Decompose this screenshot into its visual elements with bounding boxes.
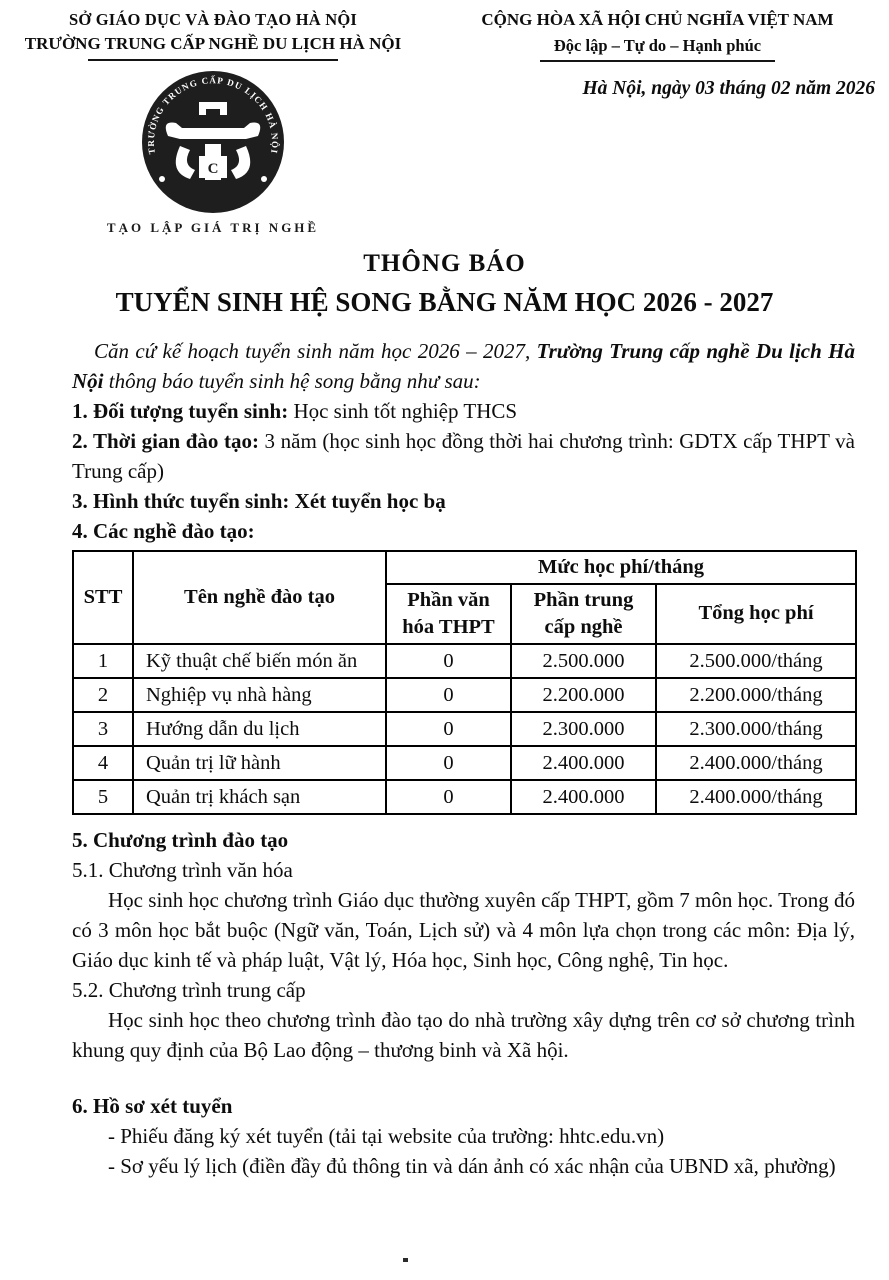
- item-2-training-duration: [72, 426, 855, 486]
- title-line2: TUYỂN SINH HỆ SONG BẰNG NĂM HỌC 2026 - 2027: [115, 286, 774, 317]
- row-trade-name: Kỹ thuật chế biến món ăn: [133, 644, 386, 678]
- row-thpt-fee: 0: [386, 644, 511, 678]
- seal-dot-right: [261, 176, 267, 182]
- row-thpt-fee: 0: [386, 678, 511, 712]
- table-row: [73, 746, 856, 780]
- item-1-label: 1. Đối tượng tuyển sinh:: [72, 398, 289, 423]
- section-6-bullet-registration-form: - Phiếu đăng ký xét tuyển (tải tại website của trường: hhtc.edu.vn): [108, 1123, 665, 1148]
- intro-tail: thông báo tuyển sinh hệ song bằng như sau:: [103, 368, 481, 393]
- col-header-fee-group: Mức học phí/tháng: [386, 551, 856, 584]
- row-total-fee: 2.400.000/tháng: [656, 746, 856, 780]
- motto-underline: [540, 60, 775, 62]
- row-vocational-fee: 2.300.000: [511, 712, 656, 746]
- row-total-fee: 2.400.000/tháng: [656, 780, 856, 814]
- item-3-label: 3. Hình thức tuyển sinh: Xét tuyển học bạ: [72, 488, 446, 513]
- section-5-1-paragraph: Học sinh học chương trình Giáo dục thường xuyên cấp THPT, gồm 7 môn học. Trong đó có 3 môn học bắt buộc (Ngữ văn, Toán, Lịch sử) và 4 môn lựa chọn trong các môn: Địa lý, Giáo dục kinh tế và pháp luật, Vật lý, Hóa học, Sinh học, Công nghệ, Tin học.: [72, 887, 855, 972]
- issuer-block: [0, 8, 426, 62]
- row-trade-name: Quản trị khách sạn: [133, 780, 386, 814]
- seal-dot-left: [159, 176, 165, 182]
- intro-school-name: Trường Trung cấp nghề Du lịch Hà Nội: [72, 338, 855, 393]
- national-header-block: [426, 8, 889, 62]
- seal-circle: [142, 71, 284, 213]
- national-motto: Độc lập – Tự do – Hạnh phúc: [553, 35, 762, 55]
- row-vocational-fee: 2.200.000: [511, 678, 656, 712]
- table-row: [73, 644, 856, 678]
- item-3-admission-method: [72, 486, 855, 516]
- table-header-row-1: [73, 551, 856, 584]
- intro-lead: Căn cứ kế hoạch tuyển sinh năm học 2026 – 2027,: [94, 338, 537, 363]
- logo-date-row: [0, 66, 889, 236]
- row-thpt-fee: 0: [386, 712, 511, 746]
- issuer-school: TRƯỜNG TRUNG CẤP NGHỀ DU LỊCH HÀ NỘI: [24, 34, 402, 54]
- seal-monogram-letter: C: [207, 160, 219, 177]
- item-4-label: 4. Các nghề đào tạo:: [72, 518, 255, 543]
- document-header: [0, 0, 889, 62]
- item-2-label: 2. Thời gian đào tạo:: [72, 428, 259, 453]
- section-6-bullet-resume: - Sơ yếu lý lịch (điền đầy đủ thông tin và dán ảnh có xác nhận của UBND xã, phường): [108, 1153, 836, 1178]
- row-vocational-fee: 2.400.000: [511, 746, 656, 780]
- logo-block: [0, 66, 426, 236]
- title-line1: THÔNG BÁO: [363, 249, 526, 277]
- table-row: [73, 712, 856, 746]
- row-trade-name: Quản trị lữ hành: [133, 746, 386, 780]
- tuition-table: [72, 550, 857, 815]
- issuer-underline: [88, 59, 338, 61]
- row-thpt-fee: 0: [386, 746, 511, 780]
- item-4-trades-heading: [72, 516, 855, 546]
- school-seal-icon: [138, 66, 288, 218]
- seal-ring-text: TRƯỜNG TRUNG CẤP DU LỊCH HÀ NỘI: [145, 75, 281, 155]
- logo-tagline: TẠO LẬP GIÁ TRỊ NGHỀ: [106, 219, 320, 235]
- row-total-fee: 2.500.000/tháng: [656, 644, 856, 678]
- section-5-1-subheading: 5.1. Chương trình văn hóa: [72, 857, 293, 882]
- row-total-fee: 2.200.000/tháng: [656, 678, 856, 712]
- row-stt: 2: [73, 678, 133, 712]
- section-5-2-subheading: 5.2. Chương trình trung cấp: [72, 977, 306, 1002]
- row-total-fee: 2.300.000/tháng: [656, 712, 856, 746]
- item-2-text: 3 năm (học sinh học đồng thời hai chương trình: GDTX cấp THPT và Trung cấp): [72, 428, 856, 483]
- section-5-heading: 5. Chương trình đào tạo: [72, 827, 289, 852]
- document-title: [0, 246, 889, 322]
- section-6-heading: 6. Hồ sơ xét tuyển: [72, 1093, 233, 1118]
- row-trade-name: Hướng dẫn du lịch: [133, 712, 386, 746]
- row-trade-name: Nghiệp vụ nhà hàng: [133, 678, 386, 712]
- scan-artifact-dot: [403, 1258, 408, 1262]
- col-header-trade-name: Tên nghề đào tạo: [133, 551, 386, 644]
- section-5-2-paragraph: Học sinh học theo chương trình đào tạo do nhà trường xây dựng trên cơ sở chương trình khung quy định của Bộ Lao động – thương binh và Xã hội.: [72, 1007, 855, 1062]
- row-vocational-fee: 2.500.000: [511, 644, 656, 678]
- row-stt: 4: [73, 746, 133, 780]
- item-1-target-students: [72, 396, 855, 426]
- dateline: Hà Nội, ngày 03 tháng 02 năm 2026: [582, 77, 875, 99]
- col-header-thpt-fee: Phần văn hóa THPT: [386, 584, 511, 644]
- col-header-vocational-fee: Phần trung cấp nghề: [511, 584, 656, 644]
- row-vocational-fee: 2.400.000: [511, 780, 656, 814]
- item-1-text: Học sinh tốt nghiệp THCS: [288, 398, 518, 423]
- col-header-stt: STT: [73, 551, 133, 644]
- document-body: [0, 322, 889, 1181]
- intro-paragraph: [72, 336, 855, 396]
- country-title: CỘNG HÒA XÃ HỘI CHỦ NGHĨA VIỆT NAM: [481, 10, 834, 29]
- row-thpt-fee: 0: [386, 780, 511, 814]
- row-stt: 1: [73, 644, 133, 678]
- issuer-department: SỞ GIÁO DỤC VÀ ĐÀO TẠO HÀ NỘI: [68, 10, 358, 29]
- table-row: [73, 780, 856, 814]
- row-stt: 5: [73, 780, 133, 814]
- section-spacer: [72, 1065, 855, 1091]
- col-header-total-fee: Tổng học phí: [656, 584, 856, 644]
- row-stt: 3: [73, 712, 133, 746]
- table-row: [73, 678, 856, 712]
